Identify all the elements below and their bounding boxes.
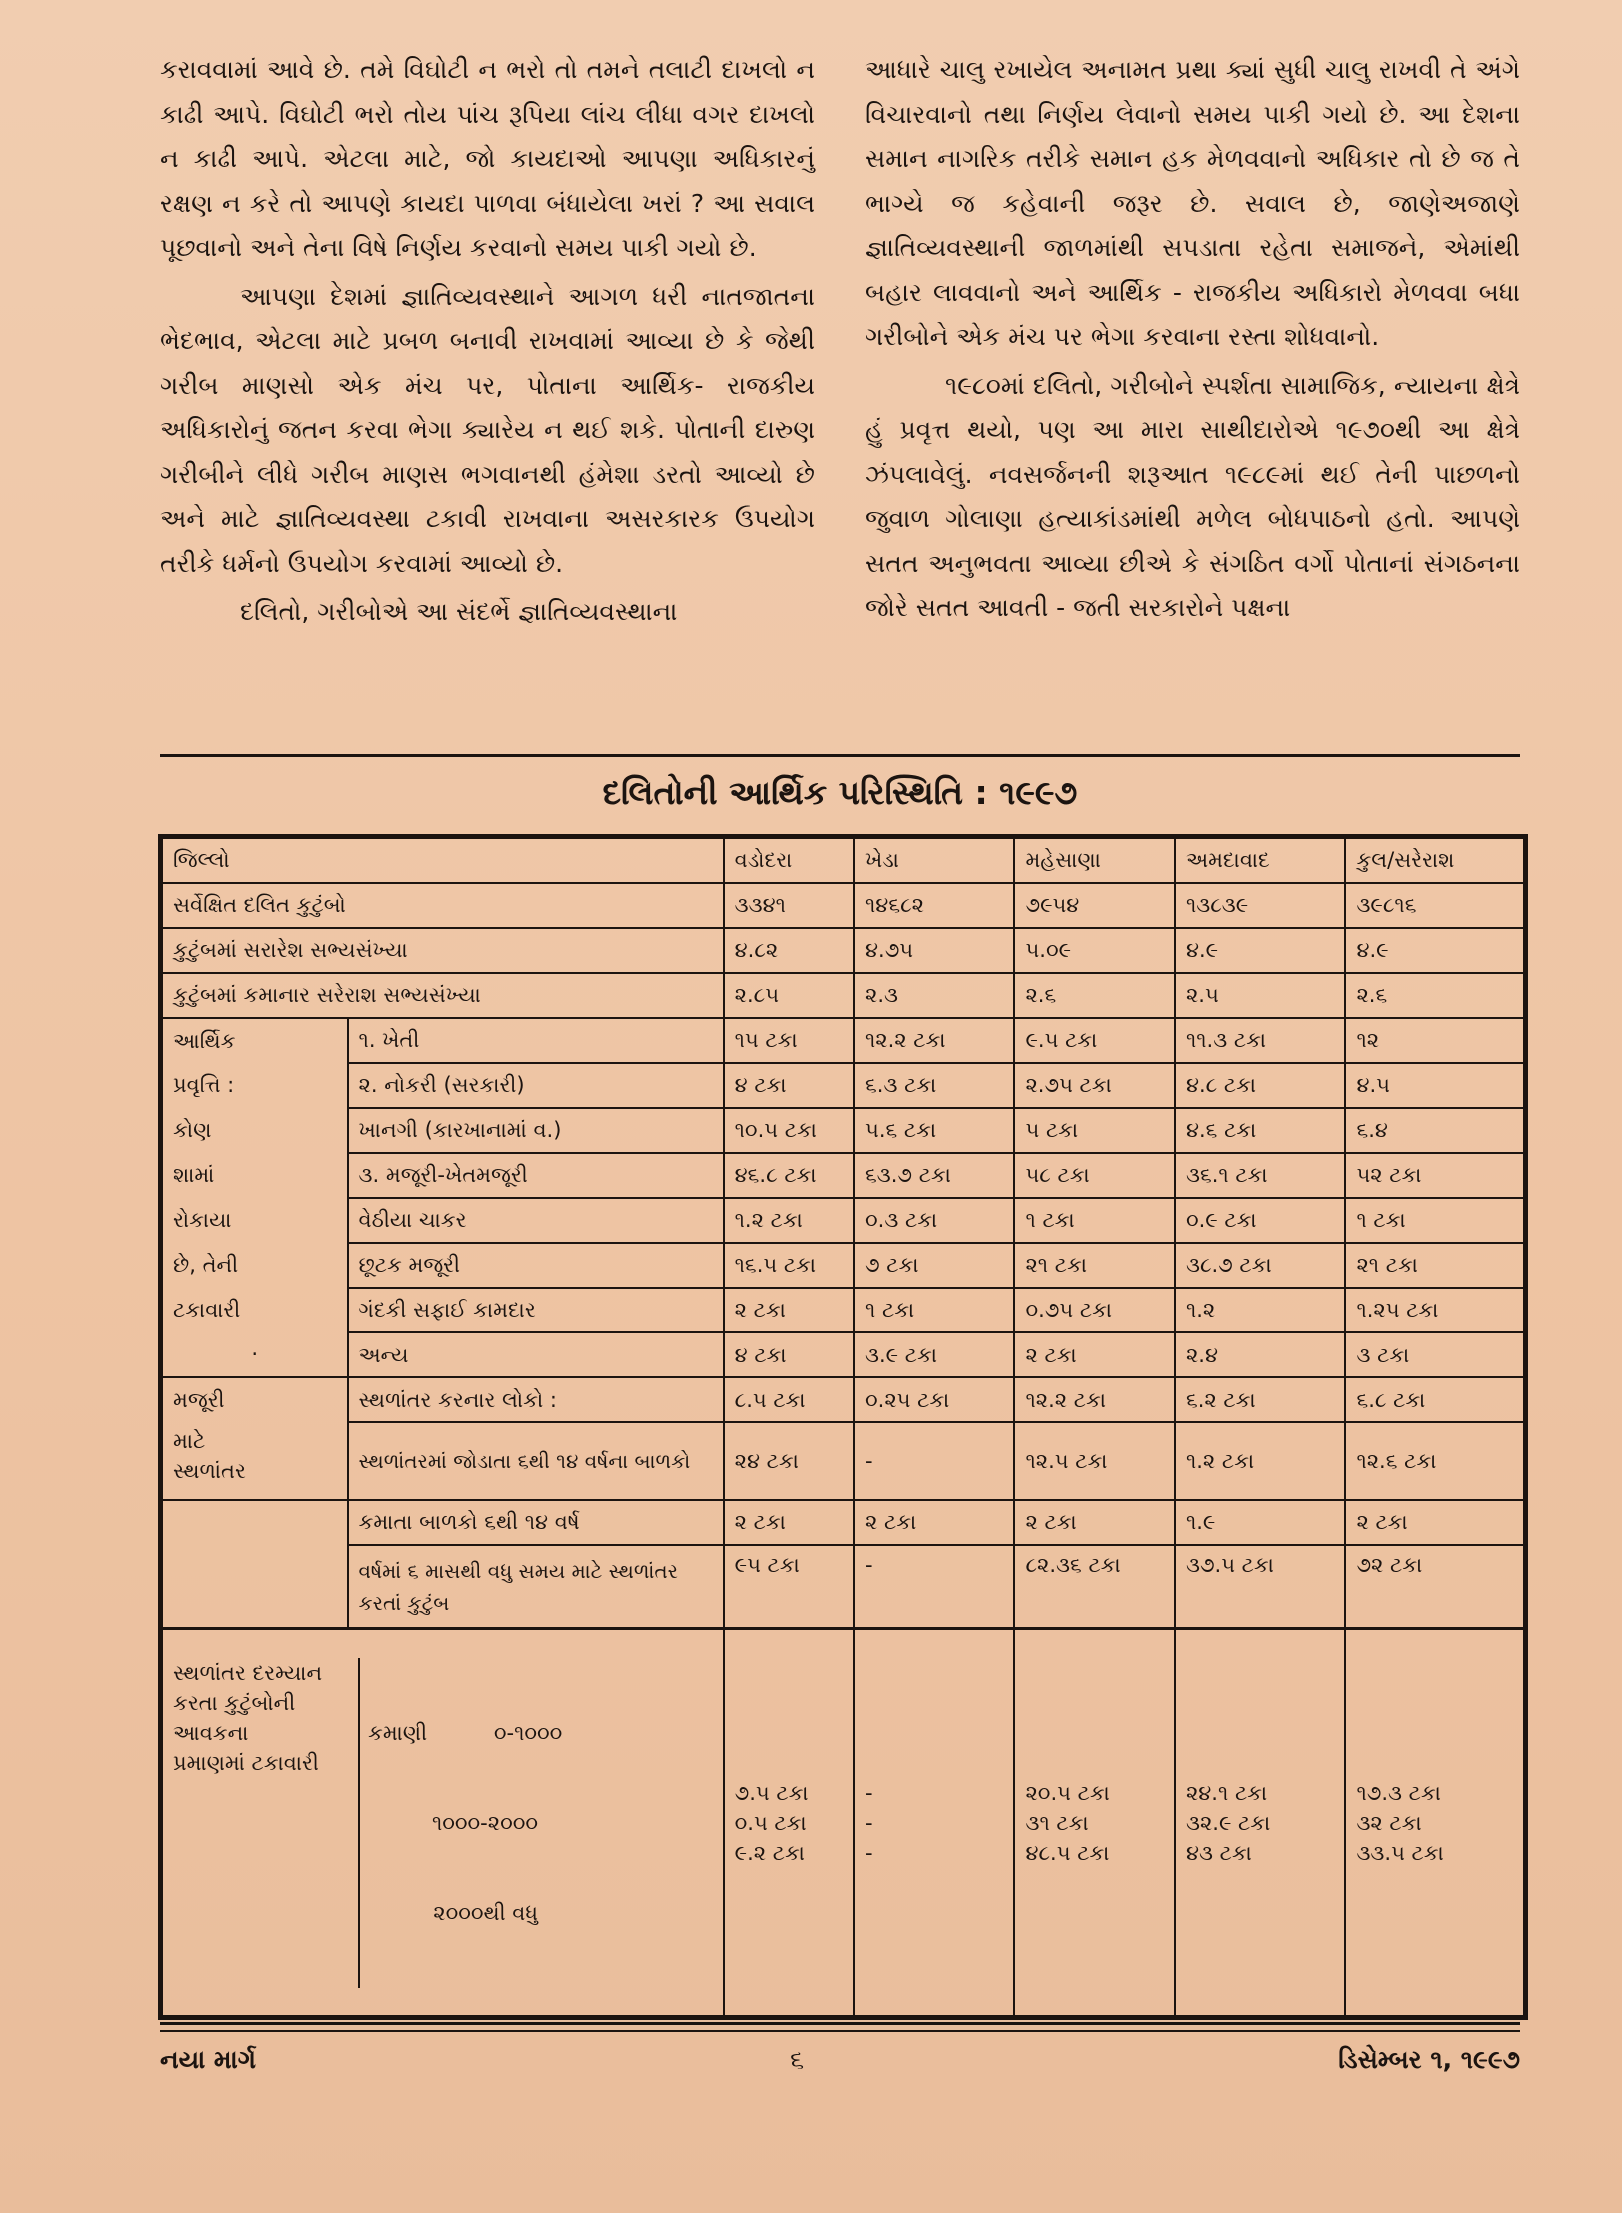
header-cell: કુલ/સરેરાશ	[1345, 838, 1524, 883]
table-cell: ૨૧ ટકા	[1014, 1243, 1174, 1288]
table-cell: ૯.૫ ટકા	[1014, 1018, 1174, 1063]
paragraph: દલિતો, ગરીબોએ આ સંદર્ભે જ્ઞાતિવ્યવસ્થાના	[240, 597, 678, 626]
row-label: ગંદકી સફાઈ કામદાર	[348, 1288, 724, 1333]
side-label-line: સ્થળાંતર	[173, 1459, 246, 1484]
table-cell: ૨.૭૫ ટકા	[1014, 1063, 1174, 1108]
row-label: ૨. નોકરી (સરકારી)	[348, 1063, 724, 1108]
footer-divider	[160, 2030, 1520, 2032]
table-cell: ૫.૦૯	[1014, 928, 1174, 973]
table-cell: -	[854, 1422, 1014, 1500]
table-cell: ૨.૩	[854, 973, 1014, 1018]
row-label: વર્ષમાં ૬ માસથી વધુ સમય માટે સ્થળાંતર કરતાં કુટુંબ	[348, 1545, 724, 1629]
table-cell: ૭૨ ટકા	[1345, 1545, 1524, 1629]
side-label-line: સ્થળાંતર દરમ્યાન	[173, 1660, 323, 1685]
table-cell: ૩ ટકા	[1345, 1332, 1524, 1377]
table-cell: ૧૭.૩ ટકા	[1356, 1780, 1441, 1805]
income-ranges	[360, 1658, 563, 1988]
table-cell: ૨ ટકા	[724, 1288, 854, 1333]
table-row	[162, 1108, 1524, 1153]
table-cell: ૧ ટકા	[1345, 1198, 1524, 1243]
group-side-label	[162, 1422, 348, 1500]
article-left-column	[160, 48, 815, 738]
table-cell: ૧૧.૩ ટકા	[1175, 1018, 1345, 1063]
group-side-label: મજૂરી	[162, 1377, 348, 1422]
income-values-cell	[854, 1629, 1014, 2016]
group-side-label: કોણ	[162, 1108, 348, 1153]
row-label: સ્થળાંતર કરનાર લોકો :	[348, 1377, 724, 1422]
table-cell: ૫.૬ ટકા	[854, 1108, 1014, 1153]
table-cell: ૮૨.૩૬ ટકા	[1014, 1545, 1174, 1629]
table-cell: ૬.૩ ટકા	[854, 1063, 1014, 1108]
table-cell: ૧૪૬૮૨	[854, 883, 1014, 928]
table-cell: ૨.૬	[1014, 973, 1174, 1018]
table-cell: ૩૬.૧ ટકા	[1175, 1153, 1345, 1198]
table-cell: ૨૦.૫ ટકા	[1025, 1780, 1110, 1805]
paragraph: આપણા દેશમાં જ્ઞાતિવ્યવસ્થાને આગળ ધરી નાતજાતના ભેદભાવ, એટલા માટે પ્રબળ બનાવી રાખવામાં આવ્યા છે કે જેથી ગરીબ માણસો એક મંચ પર, પોતાના આર્થિક- રાજકીય અધિકારોનું જતન કરવા ભેગા ક્યારેય ન થઈ શકે. પોતાની દારુણ ગરીબીને લીધે ગરીબ માણસ ભગવાનથી હંમેશા ડરતો આવ્યો છે અને માટે જ્ઞાતિવ્યવસ્થા ટકાવી રાખવાના અસરકારક ઉપયોગ તરીકે ધર્મનો ઉપયોગ કરવામાં આવ્યો છે.	[160, 281, 815, 578]
table-cell: ૨ ટકા	[1014, 1500, 1174, 1545]
table-row	[162, 1243, 1524, 1288]
header-cell: વડોદરા	[724, 838, 854, 883]
table-cell: ૧૩૮૩૯	[1175, 883, 1345, 928]
table-cell: ૨ ટકા	[1345, 1500, 1524, 1545]
table-cell: -	[865, 1840, 873, 1865]
income-values-cell	[1345, 1629, 1524, 2016]
row-label: સર્વેક્ષિત દલિત કુટુંબો	[162, 883, 724, 928]
table-cell: ૧૫ ટકા	[724, 1018, 854, 1063]
table-row	[162, 1500, 1524, 1545]
table-row	[162, 1018, 1524, 1063]
table-title: દલિતોની આર્થિક પરિસ્થિતિ : ૧૯૯૭	[602, 773, 1078, 812]
table-cell: ૬.૪	[1345, 1108, 1524, 1153]
table-cell: ૩૨.૯ ટકા	[1185, 1810, 1271, 1835]
table-cell: ૨ ટકા	[1014, 1332, 1174, 1377]
header-cell: મહેસાણા	[1014, 838, 1174, 883]
page-number: ૬	[790, 2045, 805, 2074]
income-range: ૧૦૦૦-૨૦૦૦	[431, 1810, 538, 1835]
paragraph: ૧૯૮૦માં દલિતો, ગરીબોને સ્પર્શતા સામાજિક, ન્યાયના ક્ષેત્રે હું પ્રવૃત્ત થયો, પણ આ મારા સાથીદારોએ ૧૯૭૦થી આ ક્ષેત્રે ઝંપલાવેલું. નવસર્જનની શરૂઆત ૧૯૮૯માં થઈ તેની પાછળનો જુવાળ ગોલાણા હત્યાકાંડમાંથી મળેલ બોધપાઠનો હતો. આપણે સતત અનુભવતા આવ્યા છીએ કે સંગઠિત વર્ગો પોતાનાં સંગઠનના જોરે સતત આવતી - જતી સરકારોને પક્ષના	[865, 370, 1520, 622]
table-header-row	[162, 838, 1524, 883]
table-cell: ૧૨.૨ ટકા	[1014, 1377, 1174, 1422]
side-label-line: માટે	[173, 1429, 206, 1454]
table-cell: ૧૨	[1345, 1018, 1524, 1063]
row-label: ૩. મજૂરી-ખેતમજૂરી	[348, 1153, 724, 1198]
group-side-label: ·	[162, 1332, 348, 1377]
row-label: ખાનગી (કારખાનામાં વ.)	[348, 1108, 724, 1153]
table-cell: ૨.૪	[1175, 1332, 1345, 1377]
income-range: ૨૦૦૦થી વધુ	[433, 1900, 538, 1925]
table-cell: ૧ ટકા	[1014, 1198, 1174, 1243]
table-cell: ૦.૯ ટકા	[1175, 1198, 1345, 1243]
table-cell: ૪ ટકા	[724, 1063, 854, 1108]
group-side-label: છે, તેની	[162, 1243, 348, 1288]
table-cell: ૧.૨૫ ટકા	[1345, 1288, 1524, 1333]
paragraph: કરાવવામાં આવે છે. તમે વિઘોટી ન ભરો તો તમને તલાટી દાખલો ન કાઢી આપે. વિઘોટી ભરો તોય પાંચ રૂપિયા લાંચ લીધા વગર દાખલો ન કાઢી આપે. એટલા માટે, જો કાયદાઓ આપણા અધિકારનું રક્ષણ ન કરે તો આપણે કાયદા પાળવા બંધાયેલા ખરાં ? આ સવાલ પૂછવાનો અને તેના વિષે નિર્ણય કરવાનો સમય પાકી ગયો છે.	[160, 55, 815, 262]
table-cell: ૪.૬ ટકા	[1175, 1108, 1345, 1153]
header-cell: ખેડા	[854, 838, 1014, 883]
side-label-line: કરતા કુટુંબોની આવકના	[173, 1690, 296, 1745]
divider	[160, 754, 1520, 757]
table-cell: ૨૧ ટકા	[1345, 1243, 1524, 1288]
row-label: સ્થળાંતરમાં જોડાતા ૬થી ૧૪ વર્ષના બાળકો	[348, 1422, 724, 1500]
table-row	[162, 1153, 1524, 1198]
table-cell: ૨૪.૧ ટકા	[1185, 1780, 1268, 1805]
paragraph: આધારે ચાલુ રખાયેલ અનામત પ્રથા ક્યાં સુધી ચાલુ રાખવી તે અંગે વિચારવાનો તથા નિર્ણય લેવાનો સમય પાકી ગયો છે. આ દેશના સમાન નાગરિક તરીકે સમાન હક મેળવવાનો અધિકાર તો છે જ તે ભાગ્યે જ કહેવાની જરૂર છે. સવાલ છે, જાણેઅજાણે જ્ઞાતિવ્યવસ્થાની જાળમાંથી સપડાતા રહેતા સમાજને, એમાંથી બહાર લાવવાનો અને આર્થિક - રાજકીય અધિકારો મેળવવા બધા ગરીબોને એક મંચ પર ભેગા કરવાના રસ્તા શોધવાનો.	[865, 55, 1520, 351]
row-label: વેઠીયા ચાકર	[348, 1198, 724, 1243]
table-cell: ૩.૯ ટકા	[854, 1332, 1014, 1377]
row-label: કુટુંબમાં કમાનાર સરેરાશ સભ્યસંખ્યા	[162, 973, 724, 1018]
group-side-label: આર્થિક	[162, 1018, 348, 1063]
table-cell: ૨ ટકા	[854, 1500, 1014, 1545]
row-label: અન્ય	[348, 1332, 724, 1377]
table-cell: ૦.૫ ટકા	[734, 1810, 807, 1835]
table-cell: ૪૬.૮ ટકા	[724, 1153, 854, 1198]
table-cell: ૩૩૪૧	[724, 883, 854, 928]
table-row	[162, 1332, 1524, 1377]
table-cell: -	[854, 1545, 1014, 1629]
table-cell: ૨.૫	[1175, 973, 1345, 1018]
table-cell: ૩૩.૫ ટકા	[1356, 1840, 1444, 1865]
table-cell: ૬.૨ ટકા	[1175, 1377, 1345, 1422]
table-cell: ૦.૭૫ ટકા	[1014, 1288, 1174, 1333]
table-cell: -	[865, 1780, 873, 1805]
table-cell: ૧.૨ ટકા	[724, 1198, 854, 1243]
income-values-cell	[1175, 1629, 1345, 2016]
income-range: કમાણી ૦-૧૦૦૦	[368, 1720, 563, 1745]
table-cell: ૧૦.૫ ટકા	[724, 1108, 854, 1153]
table-cell: ૪.૮ ટકા	[1175, 1063, 1345, 1108]
table-cell: ૩૯૮૧૬	[1345, 883, 1524, 928]
article-columns	[160, 48, 1520, 738]
table-cell: ૩૮.૭ ટકા	[1175, 1243, 1345, 1288]
table-row	[162, 1377, 1524, 1422]
header-cell: અમદાવાદ	[1175, 838, 1345, 883]
table-cell: ૧ ટકા	[854, 1288, 1014, 1333]
table-cell: ૬.૮ ટકા	[1345, 1377, 1524, 1422]
group-side-label: પ્રવૃત્તિ :	[162, 1063, 348, 1108]
table-row	[162, 1545, 1524, 1629]
table-cell: ૧૨.૬ ટકા	[1345, 1422, 1524, 1500]
income-label-cell	[162, 1629, 724, 2016]
table-cell: -	[865, 1810, 873, 1835]
income-side-label	[173, 1658, 360, 1988]
table-cell: ૩૨ ટકા	[1356, 1810, 1422, 1835]
table-row	[162, 928, 1524, 973]
table-row	[162, 1422, 1524, 1500]
table-cell: ૬૩.૭ ટકા	[854, 1153, 1014, 1198]
table-row	[162, 1063, 1524, 1108]
table-cell: ૩૭.૫ ટકા	[1175, 1545, 1345, 1629]
table-cell: ૪.૯	[1175, 928, 1345, 973]
table-cell: ૯.૨ ટકા	[734, 1840, 805, 1865]
table-cell: ૧.૨ ટકા	[1175, 1422, 1345, 1500]
table-row	[162, 1629, 1524, 2016]
issue-date: ડિસેમ્બર ૧, ૧૯૯૭	[1338, 2045, 1520, 2074]
table-row	[162, 973, 1524, 1018]
table-cell: ૫૮ ટકા	[1014, 1153, 1174, 1198]
table-cell: ૯૫ ટકા	[724, 1545, 854, 1629]
table-cell: ૭.૫ ટકા	[734, 1780, 809, 1805]
table-cell: ૮.૫ ટકા	[724, 1377, 854, 1422]
row-label: કુટુંબમાં સરારેશ સભ્યસંખ્યા	[162, 928, 724, 973]
income-values-cell	[1014, 1629, 1174, 2016]
table-cell: ૧૨.૫ ટકા	[1014, 1422, 1174, 1500]
table-cell: ૧૨.૨ ટકા	[854, 1018, 1014, 1063]
article-right-column	[865, 48, 1520, 738]
table-cell: ૫ ટકા	[1014, 1108, 1174, 1153]
table-cell: ૦.૩ ટકા	[854, 1198, 1014, 1243]
group-side-label: શામાં	[162, 1153, 348, 1198]
group-side-label: ટકાવારી	[162, 1288, 348, 1333]
table-cell: ૪ ટકા	[724, 1332, 854, 1377]
footer-divider	[160, 2022, 1520, 2025]
row-label: કમાતા બાળકો ૬થી ૧૪ વર્ષ	[348, 1500, 724, 1545]
table-row	[162, 1288, 1524, 1333]
table-cell: ૪.૯	[1345, 928, 1524, 973]
table-cell: ૧૬.૫ ટકા	[724, 1243, 854, 1288]
table-cell: ૦.૨૫ ટકા	[854, 1377, 1014, 1422]
table-row	[162, 883, 1524, 928]
blank-side-cell	[162, 1500, 348, 1545]
table-cell: ૧.૨	[1175, 1288, 1345, 1333]
row-label: ૧. ખેતી	[348, 1018, 724, 1063]
table-cell: ૨૪ ટકા	[724, 1422, 854, 1500]
page-footer	[160, 2036, 1520, 2084]
table-cell: ૨.૬	[1345, 973, 1524, 1018]
table-cell: ૫૨ ટકા	[1345, 1153, 1524, 1198]
data-table	[158, 834, 1528, 2020]
table-cell: ૪.૮૨	[724, 928, 854, 973]
row-label: છૂટક મજૂરી	[348, 1243, 724, 1288]
group-side-label: રોકાયા	[162, 1198, 348, 1243]
side-label-line: પ્રમાણમાં ટકાવારી	[173, 1750, 319, 1775]
header-cell: જિલ્લો	[162, 838, 724, 883]
table-cell: ૪૩ ટકા	[1185, 1840, 1252, 1865]
table-cell: ૭ ટકા	[854, 1243, 1014, 1288]
table-cell: ૩૧ ટકા	[1025, 1810, 1089, 1835]
table-row	[162, 1198, 1524, 1243]
magazine-name: નયા માર્ગ	[160, 2045, 256, 2074]
table-cell: ૪.૫	[1345, 1063, 1524, 1108]
blank-side-cell	[162, 1545, 348, 1629]
table-cell: ૪.૭૫	[854, 928, 1014, 973]
income-values-cell	[724, 1629, 854, 2016]
table-cell: ૨.૮૫	[724, 973, 854, 1018]
table-cell: ૧.૯	[1175, 1500, 1345, 1545]
table-cell: ૨ ટકા	[724, 1500, 854, 1545]
table-cell: ૪૮.૫ ટકા	[1025, 1840, 1110, 1865]
table-cell: ૭૯૫૪	[1014, 883, 1174, 928]
